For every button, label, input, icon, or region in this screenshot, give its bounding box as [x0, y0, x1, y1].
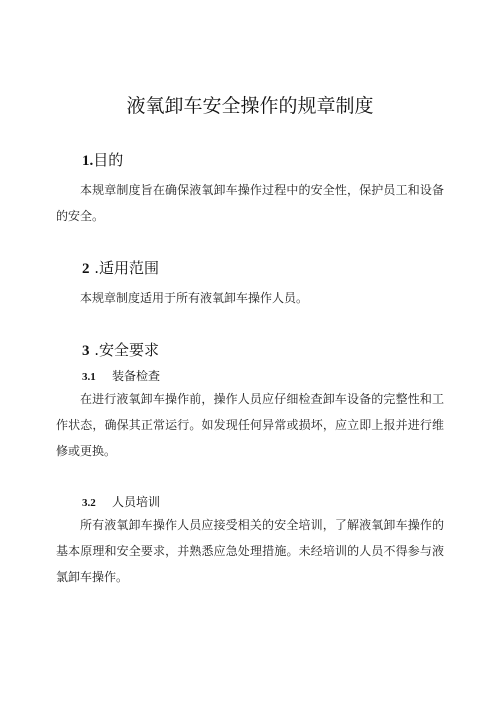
section-heading-purpose: [82, 150, 123, 171]
section-number: 1.: [82, 153, 94, 169]
subsection-title: 人员培训: [112, 495, 161, 509]
subsection-body-equipment: 在进行液氧卸车操作前，操作人员应仔细检查卸车设备的完整性和工作状态，确保其正常运行。如发现任何异常或损坏，应立即上报并进行维修或更换。: [56, 392, 444, 458]
subsection-heading-training: [82, 494, 160, 511]
document-title: 液氧卸车安全操作的规章制度: [126, 95, 374, 117]
section-title: .适用范围: [94, 259, 160, 277]
section-body-scope: 本规章制度适用于所有液氧卸车操作人员。: [80, 291, 309, 305]
section-number: 3: [82, 343, 90, 359]
section-body-purpose: 本规章制度旨在确保液氧卸车操作过程中的安全性，保护员工和设备的安全。: [56, 183, 444, 223]
subsection-number: 3.1: [82, 371, 96, 383]
section-heading-safety: [82, 340, 159, 361]
section-number: 2: [82, 261, 90, 277]
subsection-title: 装备检查: [112, 369, 161, 383]
subsection-body-training: 所有液氧卸车操作人员应接受相关的安全培训，了解液氧卸车操作的基本原理和安全要求，并熟悉应急处理措施。未经培训的人员不得参与液氯卸车操作。: [56, 518, 444, 584]
section-title: 目的: [93, 151, 124, 169]
subsection-number: 3.2: [82, 497, 96, 509]
subsection-heading-equipment: [82, 368, 160, 385]
section-title: .安全要求: [94, 341, 160, 359]
section-heading-scope: [82, 258, 159, 279]
